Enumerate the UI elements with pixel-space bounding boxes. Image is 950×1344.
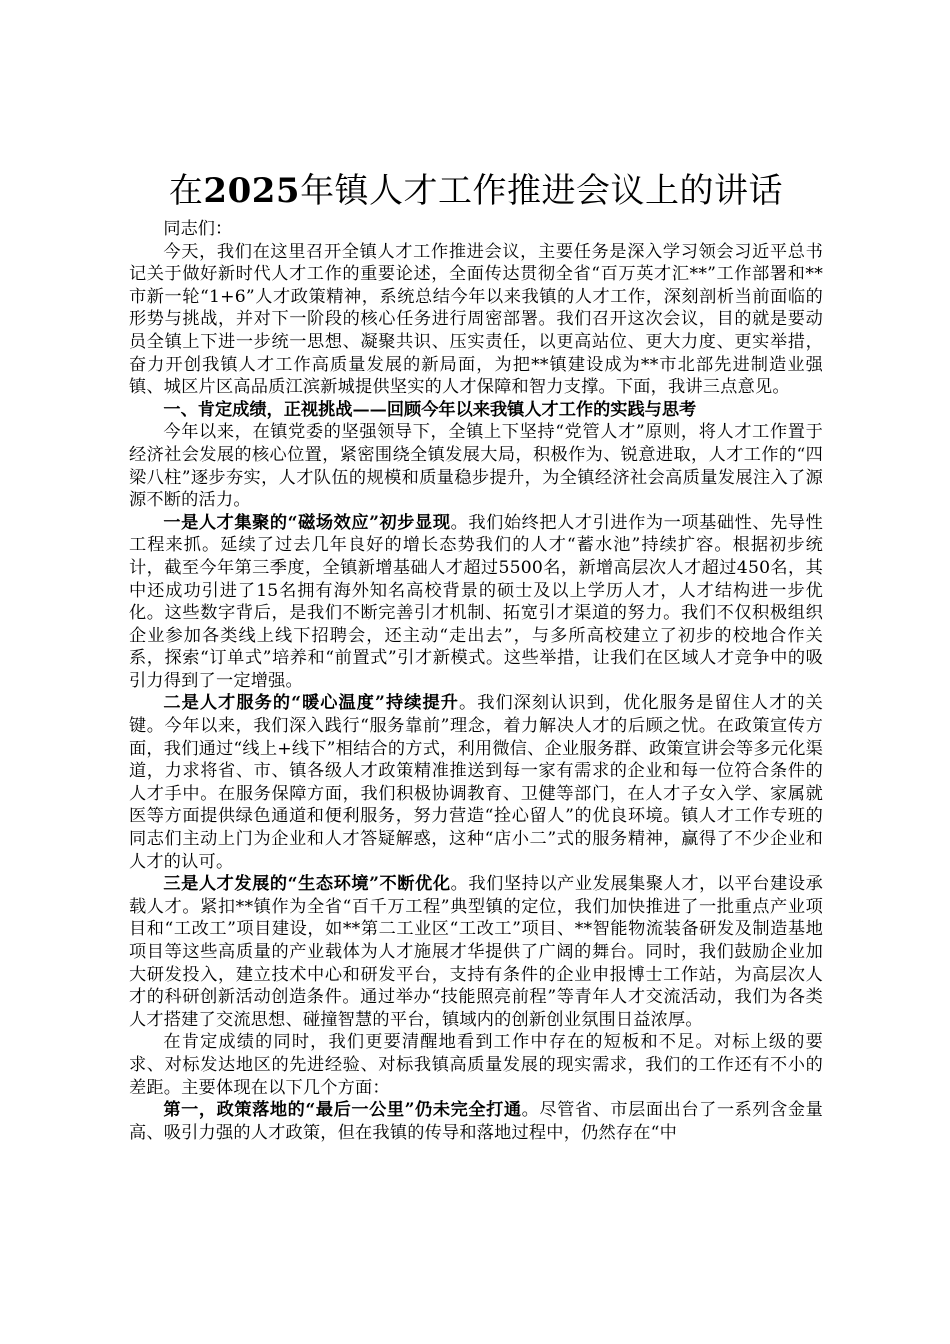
issue-1-body: 。尽管省、市层面出台了一系列含金量高、吸引力强的人才政策，但在我镇的传导和落地过程中，仍然存在“中 [129, 1100, 823, 1143]
title-year: 2025 [203, 171, 301, 211]
title-prefix: 在 [168, 171, 204, 211]
section-heading-1: 一、肯定成绩，正视挑战——回顾今年以来我镇人才工作的实践与思考 [163, 399, 697, 420]
point-3-paragraph [129, 873, 823, 1031]
section-1-intro-paragraph: 今年以来，在镇党委的坚强领导下，全镇上下坚持“党管人才”原则，将人才工作置于经济社会发展的核心位置，紧密围绕全镇发展大局，积极作为、锐意进取，人才工作的“四梁八柱”逐步夯实，人才队伍的规模和质量稳步提升，为全镇经济社会高质量发展注入了源源不断的活力。 [129, 422, 823, 511]
point-1-paragraph [129, 512, 823, 693]
issue-1-paragraph [129, 1099, 823, 1144]
point-2-lead: 二是人才服务的“暖心温度”持续提升 [163, 693, 459, 714]
salutation: 同志们： [163, 219, 233, 239]
document-body [129, 168, 823, 1144]
title-suffix: 年镇人才工作推进会议上的讲话 [300, 171, 784, 211]
point-2-body: 。我们深刻认识到，优化服务是留住人才的关键。今年以来，我们深入践行“服务靠前”理念，着力解决人才的后顾之忧。在政策宣传方面，我们通过“线上+线下”相结合的方式，利用微信、企业服务群、政策宣讲会等多元化渠道，力求将省、市、镇各级人才政策精准推送到每一家有需求的企业和每一位符合条件的人才手中。在服务保障方面，我们积极协调教育、卫健等部门，在人才子女入学、家属就医等方面提供绿色通道和便利服务，努力营造“拴心留人”的优良环境。镇人才工作专班的同志们主动上门为企业和人才答疑解惑，这种“店小二”式的服务精神，赢得了不少企业和人才的认可。 [129, 693, 823, 872]
point-1-body: 。我们始终把人才引进作为一项基础性、先导性工程来抓。延续了过去几年良好的增长态势我们的人才“蓄水池”持续扩容。根据初步统计，截至今年第三季度，全镇新增基础人才超过5500名，新增高层次人才超过450名，其中还成功引进了15名拥有海外知名高校背景的硕士及以上学历人才，人才结构进一步优化。这些数字背后，是我们不断完善引才机制、拓宽引才渠道的努力。我们不仅积极组织企业参加各类线上线下招聘会，还主动“走出去”，与多所高校建立了初步的校地合作关系，探索“订单式”培养和“前置式”引才新模式。这些举措，让我们在区域人才竞争中的吸引力得到了一定增强。 [129, 512, 823, 691]
point-3-body: 。我们坚持以产业发展集聚人才，以平台建设承载人才。紧扣**镇作为全省“百千万工程”典型镇的定位，我们加快推进了一批重点产业项目和“工改工”项目建设，如**第二工业区“工改工”项目、**智能物流装备研发及制造基地项目等这些高质量的产业载体为人才施展才华提供了广阔的舞台。同时，我们鼓励企业加大研发投入，建立技术中心和研发平台，支持有条件的企业申报博士工作站，为高层次人才的科研创新活动创造条件。通过举办“技能照亮前程”等青年人才交流活动，我们为各类人才搭建了交流思想、碰撞智慧的平台，镇域内的创新创业氛围日益浓厚。 [129, 874, 823, 1030]
point-2-paragraph [129, 692, 823, 873]
point-3-lead: 三是人才发展的“生态环境”不断优化 [163, 874, 451, 895]
point-1-lead: 一是人才集聚的“磁场效应”初步显现 [163, 512, 451, 533]
shortfall-intro-paragraph: 在肯定成绩的同时，我们更要清醒地看到工作中存在的短板和不足。对标上级的要求、对标发达地区的先进经验、对标我镇高质量发展的现实需求，我们的工作还有不小的差距。主要体现在以下几个方面： [129, 1032, 823, 1098]
document-title [129, 168, 823, 214]
intro-paragraph: 今天，我们在这里召开全镇人才工作推进会议，主要任务是深入学习领会习近平总书记关于做好新时代人才工作的重要论述，全面传达贯彻全省“百万英才汇**”工作部署和**市新一轮“1+6”人才政策精神，系统总结今年以来我镇的人才工作，深刻剖析当前面临的形势与挑战，并对下一阶段的核心任务进行周密部署。我们召开这次会议，目的就是要动员全镇上下进一步统一思想、凝聚共识、压实责任，以更高站位、更大力度、更实举措，奋力开创我镇人才工作高质量发展的新局面，为把**镇建设成为**市北部先进制造业强镇、城区片区高品质江滨新城提供坚实的人才保障和智力支撑。下面，我讲三点意见。 [129, 241, 823, 398]
issue-1-lead: 第一，政策落地的“最后一公里”仍未完全打通 [163, 1100, 522, 1121]
